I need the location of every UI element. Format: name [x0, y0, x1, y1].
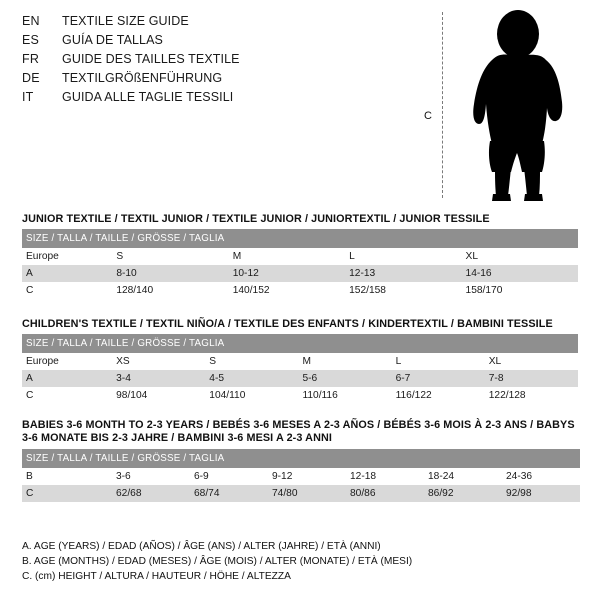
table-header-label: SIZE / TALLA / TAILLE / GRÖSSE / TAGLIA [22, 334, 578, 353]
language-title: TEXTILGRÖßENFÜHRUNG [62, 71, 223, 85]
cell: 92/98 [502, 485, 580, 502]
table-row [22, 387, 578, 404]
cell: 5-6 [298, 370, 391, 387]
cell: 98/104 [112, 387, 205, 404]
cell: 6-7 [392, 370, 485, 387]
language-title: GUIDA ALLE TAGLIE TESSILI [62, 90, 234, 104]
language-code: EN [22, 14, 40, 28]
table-row [22, 265, 578, 282]
cell: 152/158 [345, 282, 461, 299]
cell: S [205, 353, 298, 370]
cell: XS [112, 353, 205, 370]
cell: 104/110 [205, 387, 298, 404]
language-row [22, 33, 442, 52]
cell: 68/74 [190, 485, 268, 502]
row-label: C [22, 282, 112, 299]
table-row [22, 468, 580, 485]
cell: 116/122 [392, 387, 485, 404]
cell: M [298, 353, 391, 370]
row-label: C [22, 485, 112, 502]
legend-line: A. AGE (YEARS) / EDAD (AÑOS) / ÂGE (ANS) / ALTER (JAHRE) / ETÀ (ANNI) [22, 541, 381, 552]
section-junior [22, 213, 578, 299]
language-title: TEXTILE SIZE GUIDE [62, 14, 189, 28]
table-header-label: SIZE / TALLA / TAILLE / GRÖSSE / TAGLIA [22, 229, 578, 248]
section-children [22, 318, 578, 404]
section-title: JUNIOR TEXTILE / TEXTIL JUNIOR / TEXTILE JUNIOR / JUNIORTEXTIL / JUNIOR TESSILE [22, 213, 490, 225]
child-silhouette-icon [462, 8, 582, 203]
row-label: A [22, 370, 112, 387]
babies-size-table [22, 449, 580, 502]
junior-size-table [22, 229, 578, 299]
cell: 6-9 [190, 468, 268, 485]
cell: 158/170 [462, 282, 578, 299]
cell: 12-13 [345, 265, 461, 282]
language-code: FR [22, 52, 40, 66]
table-row [22, 353, 578, 370]
language-title: GUIDE DES TAILLES TEXTILE [62, 52, 240, 66]
cell: 18-24 [424, 468, 502, 485]
row-label: Europe [22, 248, 112, 265]
row-label: Europe [22, 353, 112, 370]
table-header-row [22, 229, 578, 248]
section-title: CHILDREN'S TEXTILE / TEXTIL NIÑO/A / TEXTILE DES ENFANTS / KINDERTEXTIL / BAMBINI TESSILE [22, 318, 553, 330]
section-title: BABIES 3-6 MONTH TO 2-3 YEARS / BEBÉS 3-6 MESES A 2-3 AÑOS / BÉBÉS 3-6 MOIS À 2-3 ANS / BABYS 3-6 MONATE BIS 2-3 JAHRE / BAMBINI 3-6 MESI A 2-3 ANNI [22, 419, 575, 444]
cell: 80/86 [346, 485, 424, 502]
table-header-row [22, 449, 580, 468]
language-row [22, 14, 442, 33]
cell: 14-16 [462, 265, 578, 282]
children-size-table [22, 334, 578, 404]
language-code: ES [22, 33, 40, 47]
language-title: GUÍA DE TALLAS [62, 33, 163, 47]
cell: 7-8 [485, 370, 578, 387]
legend-line: B. AGE (MONTHS) / EDAD (MESES) / ÂGE (MOIS) / ALTER (MONATE) / ETÀ (MESI) [22, 556, 413, 567]
cell: 86/92 [424, 485, 502, 502]
cell: 9-12 [268, 468, 346, 485]
table-row [22, 282, 578, 299]
language-header [22, 14, 442, 109]
cell: 110/116 [298, 387, 391, 404]
cell: 122/128 [485, 387, 578, 404]
language-code: DE [22, 71, 40, 85]
language-row [22, 90, 442, 109]
cell: 62/68 [112, 485, 190, 502]
language-row [22, 71, 442, 90]
section-babies [22, 419, 578, 502]
cell: XL [462, 248, 578, 265]
height-figure [424, 8, 582, 203]
legend-line: C. (cm) HEIGHT / ALTURA / HAUTEUR / HÖHE / ALTEZZA [22, 571, 291, 582]
cell: L [392, 353, 485, 370]
cell: 3-6 [112, 468, 190, 485]
cell: 128/140 [112, 282, 228, 299]
cell: 12-18 [346, 468, 424, 485]
legend [22, 539, 582, 584]
height-measure-label: C [424, 110, 432, 122]
cell: 4-5 [205, 370, 298, 387]
cell: 74/80 [268, 485, 346, 502]
cell: 8-10 [112, 265, 228, 282]
language-row [22, 52, 442, 71]
height-dashed-line [442, 12, 443, 198]
cell: M [229, 248, 345, 265]
cell: XL [485, 353, 578, 370]
row-label: A [22, 265, 112, 282]
cell: L [345, 248, 461, 265]
cell: 24-36 [502, 468, 580, 485]
row-label: B [22, 468, 112, 485]
cell: S [112, 248, 228, 265]
table-row [22, 370, 578, 387]
table-header-row [22, 334, 578, 353]
row-label: C [22, 387, 112, 404]
cell: 10-12 [229, 265, 345, 282]
table-row [22, 485, 580, 502]
cell: 140/152 [229, 282, 345, 299]
cell: 3-4 [112, 370, 205, 387]
table-header-label: SIZE / TALLA / TAILLE / GRÖSSE / TAGLIA [22, 449, 580, 468]
language-code: IT [22, 90, 34, 104]
table-row [22, 248, 578, 265]
